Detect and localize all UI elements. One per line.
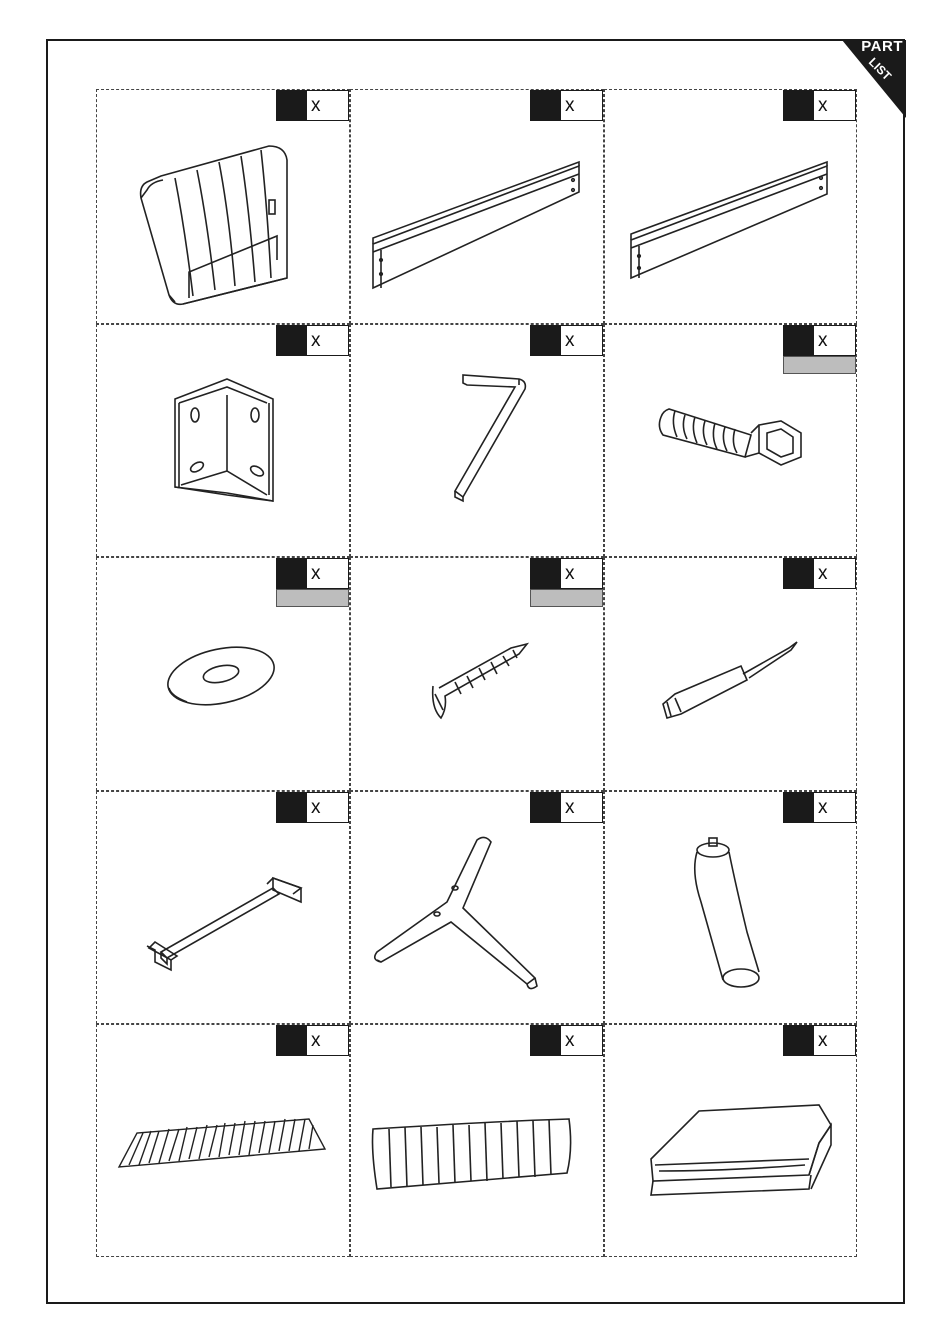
quantity-label: x xyxy=(307,1025,349,1056)
side-rail-illustration xyxy=(351,90,605,325)
part-cell xyxy=(604,324,857,557)
part-cell xyxy=(350,324,604,557)
quantity-label: x xyxy=(307,558,349,589)
allen-key-illustration xyxy=(351,325,605,558)
quantity-label: x xyxy=(307,325,349,356)
part-cell xyxy=(604,1024,857,1257)
part-cell xyxy=(350,557,604,791)
quantity-label: x xyxy=(814,558,856,589)
quantity-label: x xyxy=(814,792,856,823)
quantity-label: x xyxy=(561,325,603,356)
quantity-label: x xyxy=(561,1025,603,1056)
mattress-cushion-illustration xyxy=(605,1025,858,1258)
part-cell xyxy=(350,1024,604,1257)
part-cell xyxy=(96,557,350,791)
corner-bracket-illustration xyxy=(97,325,351,558)
side-rail-illustration xyxy=(605,90,858,325)
quantity-label: x xyxy=(307,90,349,121)
quantity-label: x xyxy=(561,792,603,823)
quantity-label: x xyxy=(307,792,349,823)
wood-screw-illustration xyxy=(351,558,605,792)
quantity-label: x xyxy=(814,325,856,356)
part-cell xyxy=(96,1024,350,1257)
quantity-label: x xyxy=(814,1025,856,1056)
headboard-illustration xyxy=(97,90,351,325)
part-cell xyxy=(96,324,350,557)
center-beam-illustration xyxy=(97,792,351,1025)
part-cell xyxy=(604,89,857,324)
part-cell xyxy=(350,89,604,324)
part-cell xyxy=(604,791,857,1024)
metal-leg-base-illustration xyxy=(351,792,605,1025)
part-cell xyxy=(604,557,857,791)
quantity-label: x xyxy=(814,90,856,121)
footboard-panel-illustration xyxy=(351,1025,605,1258)
quantity-label: x xyxy=(561,558,603,589)
part-cell xyxy=(350,791,604,1024)
part-cell xyxy=(96,89,350,324)
hex-bolt-illustration xyxy=(605,325,858,558)
parts-grid xyxy=(96,89,857,1257)
part-cell xyxy=(96,791,350,1024)
slat-roll-illustration xyxy=(97,1025,351,1258)
tapered-wood-leg-illustration xyxy=(605,792,858,1025)
screwdriver-illustration xyxy=(605,558,858,792)
corner-tab-line2: LIST xyxy=(865,54,895,84)
corner-tab-line1: PART xyxy=(861,38,903,55)
washer-illustration xyxy=(97,558,351,792)
quantity-label: x xyxy=(561,90,603,121)
